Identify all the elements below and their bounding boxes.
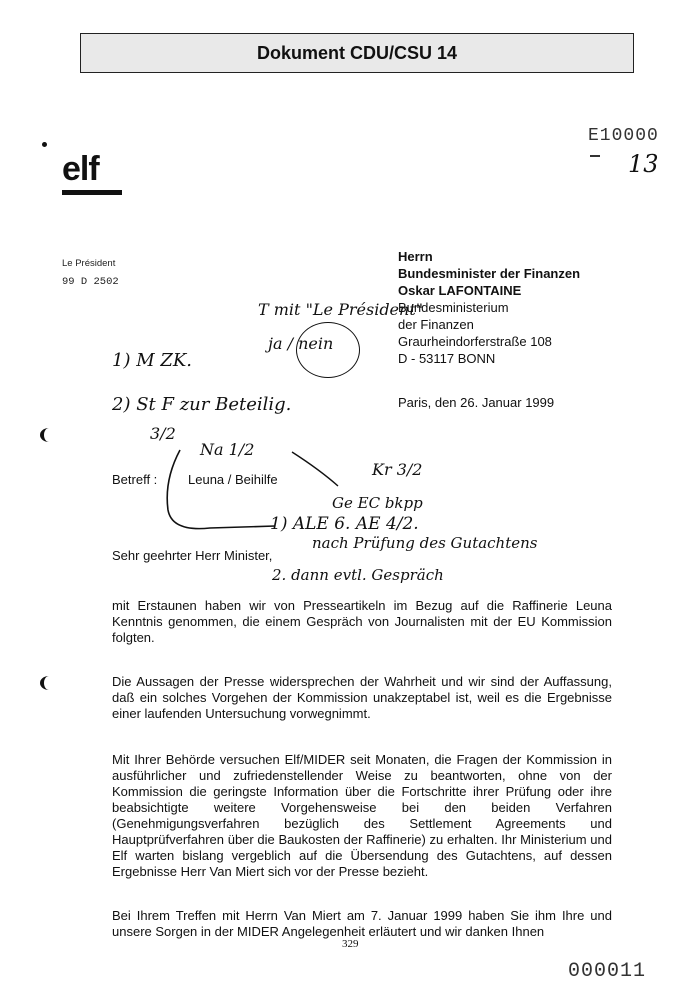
stamp-dash (590, 155, 600, 157)
archive-stamp: E10000 (588, 126, 659, 146)
handwritten-annotation: Kr 3/2 (372, 460, 423, 479)
recipient-line: Bundesminister der Finanzen (398, 266, 581, 281)
page-number: 329 (342, 938, 359, 950)
recipient-address (398, 248, 580, 367)
handwritten-annotation: T mit "Le Président" (258, 300, 424, 319)
salutation: Sehr geehrter Herr Minister, (112, 548, 273, 563)
logo-underline (62, 190, 122, 195)
margin-punch-mark (40, 676, 58, 690)
elf-logo: elf (62, 150, 99, 188)
date-line: Paris, den 26. Januar 1999 (398, 395, 555, 410)
recipient-line: Herrn (398, 249, 433, 264)
body-paragraph: mit Erstaunen haben wir von Presseartikeln im Bezug auf die Raffinerie Leuna Kenntnis genommen, die einem Gespräch von Journalisten mit der EU Kommission folgten. (112, 598, 612, 645)
handwritten-page-number: 13 (628, 150, 659, 178)
handwritten-annotation: Ge EC bkpp (332, 494, 423, 512)
handwritten-annotation: Na 1/2 (200, 440, 255, 459)
recipient-line: der Finanzen (398, 317, 474, 332)
handwritten-annotation: 1) M ZK. (112, 350, 193, 371)
body-paragraph: Mit Ihrer Behörde versuchen Elf/MIDER seit Monaten, die Fragen der Kommission in ausführlicher und zufriedenstellender Weise zu beantworten, ohne von der Kommission die geringste Information über die Fortschritte ihrer Prüfung oder ihre beabsichtigte weitere Vorgehensweise bei den beiden Verfahren (Genehmigungsverfahren bezüglich des Settlement Agreements und Hauptprüfverfahren über die Baukosten der Raffinerie) zu erhalten. Ihr Ministerium und Elf warten bislang vergeblich auf die Übersendung des Gutachtens, auf dessen Ergebnisse Herr Van Miert sich vor der Presse bezieht. (112, 752, 612, 879)
body-paragraph: Die Aussagen der Presse widersprechen der Wahrheit und wir sind der Auffassung, daß ein solches Vorgehen der Kommission unakzeptabel ist, weil es die Ergebnisse einer laufenden Untersuchung vorwegnimmt. (112, 674, 612, 721)
subject-label: Betreff : (112, 472, 158, 487)
handwritten-annotation: 1) ALE 6. AE 4/2. (270, 514, 419, 534)
sender-role: Le Président (62, 258, 116, 269)
handwritten-annotation: ja / nein (268, 334, 334, 353)
handwritten-annotation: 3/2 (150, 424, 176, 443)
handwritten-annotation: nach Prüfung des Gutachtens (312, 534, 538, 552)
recipient-line: Oskar LAFONTAINE (398, 283, 522, 298)
sender-reference: 99 D 2502 (62, 276, 119, 288)
body-paragraph: Bei Ihrem Treffen mit Herrn Van Miert am 7. Januar 1999 haben Sie ihm Ihre und unsere Sorgen in der MIDER Angelegenheit erläutert und wir danken Ihnen (112, 908, 612, 939)
footer-stamp: 000011 (568, 960, 647, 983)
recipient-line: Graurheindorferstraße 108 (398, 334, 552, 349)
handwritten-bracket-lines (150, 440, 380, 540)
document-title-box (80, 33, 634, 73)
document-title: Dokument CDU/CSU 14 (256, 42, 458, 63)
handwritten-annotation: 2) St F zur Beteilig. (112, 394, 292, 415)
margin-punch-mark (40, 428, 58, 442)
handwritten-annotation: 2. dann evtl. Gespräch (272, 566, 444, 584)
recipient-line: D - 53117 BONN (398, 351, 496, 366)
recipient-line: Bundesministerium (398, 300, 509, 315)
subject-text: Leuna / Beihilfe (188, 472, 278, 487)
margin-dot (42, 142, 47, 147)
